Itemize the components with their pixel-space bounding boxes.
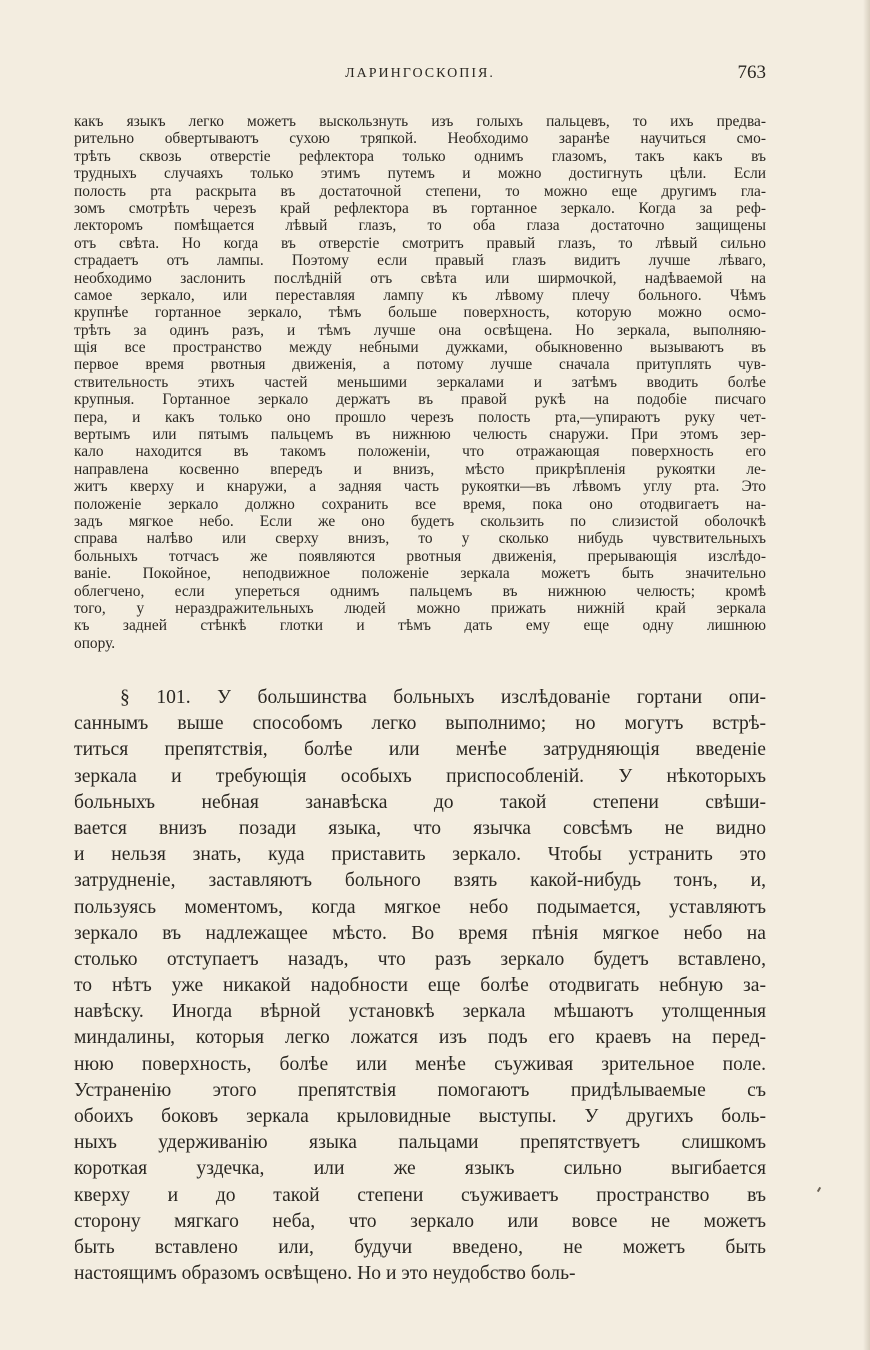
text-line: короткая уздечка, или же языкъ сильно выгибается (74, 1158, 766, 1180)
text-line: необходимо заслонить послѣдній отъ свѣта или ширмочкой, надѣваемой на (74, 269, 766, 287)
section-101-paragraph (74, 685, 766, 1287)
text-line: лекторомъ помѣщается лѣвый глазъ, то оба глаза достаточно защищены (74, 217, 766, 235)
text-line: зеркало въ надлежащее мѣсто. Во время пѣнія мягкое небо на (74, 922, 766, 944)
text-line: какъ языкъ легко можетъ выскользнуть изъ голыхъ пальцевъ, то ихъ предва- (74, 113, 766, 130)
text-line: титься препятствія, болѣе или менѣе затрудняющія введеніе (74, 739, 766, 761)
text-line: ствительность этихъ частей меньшими зеркалами и затѣмъ вводить болѣе (74, 373, 766, 391)
text-line: страдаетъ отъ лампы. Поэтому если правый глазъ видитъ лучше лѣваго, (74, 252, 766, 270)
text-line: трѣть сквозь отверстіе рефлектора только однимъ глазомъ, такъ какъ въ (74, 147, 766, 165)
text-line: къ задней стѣнкѣ глотки и тѣмъ дать ему еще одну лишнюю (74, 617, 766, 635)
text-line: вается внизъ позади языка, что язычка совсѣмъ не видно (74, 817, 766, 839)
text-line: и нельзя знать, куда приставить зеркало. Чтобы устранить это (74, 844, 766, 866)
text-line: первое время рвотныя движенія, а потому лучше сначала притуплять чув- (74, 356, 766, 374)
text-line: справа налѣво или сверху внизъ, то у сколько нибудь чувствительныхъ (74, 530, 766, 548)
text-line: Устраненію этого препятствія помогаютъ придѣлываемые съ (74, 1079, 766, 1101)
text-line: вертымъ или пятымъ пальцемъ въ нижнюю челюсть снаружи. При этомъ зер- (74, 426, 766, 444)
text-line: настоящимъ образомъ освѣщено. Но и это неудобство боль- (74, 1263, 576, 1285)
text-line: столько отступаетъ назадъ, что разъ зеркало будетъ вставлено, (74, 948, 766, 970)
text-line: облегчено, если упереться однимъ пальцемъ въ нижнюю челюсть; кромѣ (74, 582, 766, 600)
small-print-paragraph (74, 113, 766, 652)
text-line: трѣть за одинъ разъ, и тѣмъ лучше она освѣщена. Но зеркала, выполняю- (74, 321, 766, 339)
text-line: отъ свѣта. Но когда въ отверстіе смотритъ правый глазъ, то лѣвый сильно (74, 234, 766, 252)
ink-speck (817, 1187, 821, 1192)
text-line: крупнѣе гортанное зеркало, тѣмъ больше поверхность, которую можно осмо- (74, 304, 766, 322)
text-line: положеніе зеркало должно сохранить все время, пока оно отодвигаетъ на- (74, 495, 766, 513)
text-line: миндалины, которыя легко ложатся изъ подъ его краевъ на перед- (74, 1027, 766, 1049)
text-line: обоихъ боковъ зеркала крыловидные выступы. У другихъ боль- (74, 1106, 766, 1127)
text-line: пера, и какъ только оно прошло черезъ полость рта,—упираютъ руку чет- (74, 408, 766, 426)
text-line: самое зеркало, или переставляя лампу къ лѣвому плечу больного. Чѣмъ (74, 286, 766, 304)
text-line: сторону мягкаго неба, что зеркало или вовсе не можетъ (74, 1210, 766, 1232)
text-line: трудныхъ случаяхъ только этимъ путемъ и можно достигнуть цѣли. Если (74, 165, 766, 183)
text-line: пользуясь моментомъ, когда мягкое небо подымается, уставляютъ (74, 896, 766, 918)
text-line: рительно обвертываютъ сухою тряпкой. Необходимо заранѣе научиться смо- (74, 130, 766, 148)
text-line: ваніе. Покойное, неподвижное положеніе зеркала можетъ быть значительно (74, 565, 766, 583)
text-line: зомъ смотрѣть черезъ край рефлектора въ гортанное зеркало. Когда за реф- (74, 199, 766, 217)
text-line: больныхъ тотчасъ же появляются рвотныя движенія, прерывающія изслѣдо- (74, 547, 766, 565)
text-line: крупныя. Гортанное зеркало держатъ въ правой рукѣ на подобіе писчаго (74, 391, 766, 409)
page-edge-shadow (863, 0, 870, 1350)
text-line: саннымъ выше способомъ легко выполнимо; но могутъ встрѣ- (74, 713, 766, 735)
text-line: полость рта раскрыта въ достаточной степени, то можно еще другимъ гла- (74, 182, 766, 200)
text-line: то нѣтъ уже никакой надобности еще болѣе отодвигать небную за- (74, 975, 766, 997)
text-line: того, у нераздражительныхъ людей можно прижать нижній край зеркала (74, 599, 766, 617)
text-line: больныхъ небная занавѣска до такой степени свѣши- (74, 791, 766, 813)
text-line: кверху и до такой степени съуживаетъ пространство въ (74, 1184, 766, 1206)
text-line: задъ мягкое небо. Если же оно будетъ скользить по слизистой оболочкѣ (74, 512, 766, 530)
page-number: 763 (737, 62, 766, 83)
text-line: нюю поверхность, болѣе или менѣе съуживая зрительное поле. (74, 1053, 766, 1075)
text-line: быть вставлено или, будучи введено, не можетъ быть (74, 1236, 766, 1258)
running-title: ЛАРИНГОСКОПІЯ. (345, 66, 495, 81)
page-header (74, 62, 766, 90)
text-line: ныхъ удерживанію языка пальцами препятствуетъ слишкомъ (74, 1132, 766, 1154)
text-line: опору. (74, 634, 116, 652)
text-line: кало находится въ такомъ положеніи, что отражающая поверхность его (74, 443, 766, 461)
text-line: затрудненіе, заставляютъ больного взять какой-нибудь тонъ, и, (74, 870, 766, 892)
text-line: § 101. У большинства больныхъ изслѣдованіе гортани опи- (120, 687, 766, 708)
text-line: житъ кверху и кнаружи, а задняя часть рукоятки—въ лѣвомъ углу рта. Это (74, 478, 766, 496)
text-line: направлена косвенно впередъ и внизъ, мѣсто прикрѣпленія рукоятки ле- (74, 460, 766, 478)
text-line: зеркала и требующія особыхъ приспособленій. У нѣкоторыхъ (74, 765, 766, 787)
text-line: навѣску. Иногда вѣрной установкѣ зеркала мѣшаютъ утолщенныя (74, 1001, 766, 1023)
text-line: щія все пространство между небными дужками, обыкновенно вызываютъ въ (74, 339, 766, 357)
